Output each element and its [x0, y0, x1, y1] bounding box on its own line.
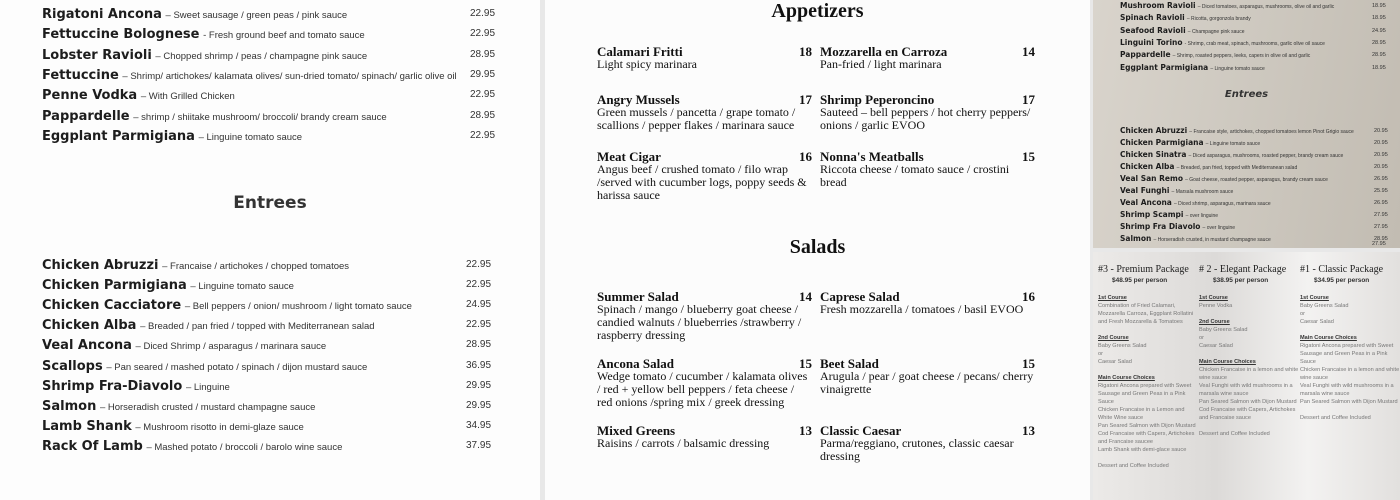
item-description: Sauteed – bell peppers / hot cherry peppers/ onions / garlic EVOO — [820, 105, 1031, 132]
item-description: – Diced tomatoes, asparagus, mushrooms, olive oil and garlic — [1197, 4, 1335, 10]
section-line: Veal Funghi with wild mushrooms in a marsala wine sauce — [1300, 383, 1394, 397]
item-price: 24.95 — [1372, 27, 1386, 34]
item-price: 14 — [799, 289, 812, 304]
item-description: Parma/reggiano, crutones, classic caesar dressing — [820, 436, 1014, 463]
section-heading: 1st Course — [1300, 295, 1329, 301]
item-name: Veal Ancona — [42, 338, 132, 354]
item-price: 29.95 — [470, 68, 496, 80]
item-price: 15 — [1022, 149, 1035, 164]
section-line: Dessert and Coffee Included — [1300, 415, 1371, 421]
item-description: – Breaded, pan fried, topped with Mediterranean salad — [1176, 165, 1298, 171]
item-price: 29.95 — [466, 399, 492, 411]
package-column — [1199, 264, 1299, 446]
item-description: – Diced Shrimp / asparagus / marinara sauce — [135, 341, 327, 353]
menu-item — [820, 45, 1035, 71]
item-name: Scallops — [42, 358, 103, 374]
menu-item — [42, 277, 294, 293]
item-price: 28.95 — [470, 48, 496, 60]
section-heading: 2nd Course — [1098, 335, 1129, 341]
item-price: 26.95 — [1374, 200, 1388, 206]
section-line: Cod Francaise with Capers, Artichokes and Francaise saucee — [1098, 431, 1195, 445]
item-name: Chicken Parmigiana — [1120, 138, 1204, 147]
menu-item — [820, 290, 1035, 316]
item-price: 22.95 — [466, 279, 492, 291]
item-name: Angry Mussels — [597, 92, 680, 107]
item-description: – Champagne pink sauce — [1187, 28, 1245, 35]
menu-item — [42, 418, 304, 434]
menu-item — [597, 93, 812, 132]
item-name: Mozzarella en Carroza — [820, 44, 948, 59]
menu-item — [1120, 26, 1245, 35]
menu-item — [42, 67, 457, 83]
item-price: 16 — [1022, 289, 1035, 304]
item-description: Pan-fried / light marinara — [820, 57, 942, 71]
menu-item — [42, 87, 235, 103]
item-name: Fettuccine Bolognese — [42, 27, 200, 43]
item-price: 20.95 — [1374, 152, 1388, 158]
section-line: Baby Greens Salad — [1300, 303, 1349, 309]
item-description: – Bell peppers / onion/ mushroom / light tomato sauce — [184, 301, 412, 313]
item-name: Shrimp Scampi — [1120, 210, 1184, 219]
item-description: – Mushroom risotto in demi-glaze sauce — [135, 421, 304, 433]
item-price: 22.95 — [470, 129, 496, 141]
item-description: – over linguine — [1185, 213, 1219, 219]
party-packages — [1093, 252, 1400, 500]
menu-item — [1120, 126, 1354, 135]
package-section — [1199, 358, 1299, 422]
menu-item — [1120, 222, 1235, 231]
section-heading: 1st Course — [1098, 295, 1127, 301]
item-price: 22.95 — [466, 319, 492, 331]
item-description: - Fresh ground beef and tomato sauce — [203, 30, 365, 42]
item-name: Rack Of Lamb — [42, 438, 143, 454]
appetizers-heading: Appetizers — [771, 0, 864, 22]
section-line: Baby Greens Salad — [1199, 327, 1248, 333]
section-line: Penne Vodka — [1199, 303, 1233, 309]
item-price: 27.95 — [1374, 212, 1388, 218]
item-description: Raisins / carrots / balsamic dressing — [597, 436, 770, 450]
menu-item — [42, 6, 347, 22]
item-description: Angus beef / crushed tomato / filo wrap /served with cucumber logs, poppy seeds & harissa sauce — [597, 162, 807, 202]
item-name: Penne Vodka — [42, 88, 138, 104]
item-name: Veal San Remo — [1120, 174, 1183, 183]
section-line: Pan Seared Salmon with Dijon Mustard — [1300, 399, 1398, 405]
item-name: Rigatoni Ancona — [42, 7, 162, 22]
menu-item — [597, 45, 812, 71]
section-line: Rigatoni Ancona prepared with Sweet Sausage and Green Peas in a Pink Sauce — [1098, 383, 1192, 405]
package-section — [1098, 374, 1198, 454]
package-section — [1199, 318, 1299, 350]
menu-item — [42, 257, 349, 273]
item-description: – Breaded / pan fried / topped with Mediterranean salad — [140, 321, 375, 333]
item-description: – Horseradish crusted / mustard champagne sauce — [99, 401, 316, 413]
item-price: 28.95 — [1372, 39, 1386, 46]
item-name: Eggplant Parmigiana — [1120, 62, 1209, 72]
section-line: Chicken Francaise in a lemon and white wine sauce — [1199, 367, 1299, 381]
item-name: Summer Salad — [597, 289, 679, 304]
item-price: 13 — [1022, 423, 1035, 438]
menu-item — [42, 26, 365, 42]
item-name: Veal Ancona — [1120, 198, 1172, 207]
menu-item — [1120, 174, 1328, 183]
item-description: Green mussels / pancetta / grape tomato / scallions / pepper flakes / marinara sauce — [597, 105, 796, 132]
item-price: 20.95 — [1374, 128, 1388, 134]
package-price: $38.95 per person — [1213, 277, 1269, 284]
item-price: 37.95 — [466, 439, 492, 451]
item-description: – Ricotta, gorgonzola brandy — [1186, 16, 1251, 23]
item-description: – Francaise style, artichokes, chopped tomatoes lemon Pinot Grigio sauce — [1189, 129, 1354, 135]
item-name: Chicken Abruzzi — [1120, 126, 1188, 135]
menu-item — [1120, 13, 1251, 22]
item-name: Chicken Alba — [1120, 162, 1175, 171]
menu-item — [1120, 162, 1297, 171]
package-column — [1300, 264, 1400, 430]
menu-item — [1120, 234, 1271, 243]
entrees-heading: Entrees — [1224, 89, 1269, 100]
section-heading: 2nd Course — [1199, 319, 1230, 325]
item-description: – Shrimp/ artichokes/ kalamata olives/ sun-dried tomato/ spinach/ garlic olive oil — [122, 70, 457, 82]
item-price: 28.95 — [1372, 52, 1386, 59]
item-name: Shrimp Fra Diavolo — [1120, 222, 1201, 231]
package-title: #1 - Classic Package — [1300, 264, 1384, 275]
item-price: 22.95 — [470, 89, 496, 101]
item-description: – shrimp / shiitake mushroom/ broccoli/ brandy cream sauce — [133, 111, 387, 123]
item-name: Lamb Shank — [42, 418, 132, 434]
section-line: Caesar Salad — [1300, 319, 1334, 325]
menu-item — [597, 150, 812, 202]
menu-item — [597, 357, 812, 409]
item-name: Spinach Ravioli — [1120, 13, 1185, 23]
menu-item — [42, 317, 375, 333]
item-price: 34.95 — [466, 419, 492, 431]
item-description: – Francaise / artichokes / chopped tomatoes — [162, 261, 350, 272]
menu-item — [42, 378, 230, 394]
item-name: Seafood Ravioli — [1120, 25, 1186, 35]
menu-item — [820, 93, 1035, 132]
package-section — [1098, 462, 1198, 470]
item-price: 22.95 — [470, 28, 496, 40]
item-name: Ancona Salad — [597, 356, 674, 371]
item-description: – With Grilled Chicken — [140, 91, 235, 103]
item-price: 28.95 — [1374, 236, 1388, 242]
item-description: – Marsala mushroom sauce — [1171, 189, 1234, 195]
menu-page-pasta-entrees — [0, 0, 540, 500]
section-line: Dessert and Coffee Included — [1098, 463, 1169, 469]
item-name: Chicken Cacciatore — [42, 298, 182, 314]
section-line: Dessert and Coffee Included — [1199, 431, 1270, 437]
item-name: Chicken Alba — [42, 318, 137, 334]
section-line: or — [1300, 311, 1305, 317]
item-price: 27.95 — [1374, 224, 1388, 230]
section-line: Baby Greens Salad — [1098, 343, 1147, 349]
menu-item — [1120, 63, 1265, 72]
menu-item — [42, 297, 412, 313]
package-column — [1098, 264, 1198, 478]
item-price: 15 — [799, 356, 812, 371]
item-name: Shrimp Fra-Diavolo — [42, 378, 183, 394]
menu-item — [42, 108, 387, 124]
item-description: – Linguine tomato sauce — [1205, 141, 1261, 147]
item-price: 28.95 — [466, 339, 492, 351]
item-description: – Goat cheese, roasted pepper, asparagus, brandy cream sauce — [1185, 177, 1328, 183]
item-description: – Chopped shrimp / peas / champagne pink sauce — [155, 50, 368, 62]
item-name: Chicken Abruzzi — [42, 258, 159, 273]
section-heading: Main Course Choices — [1300, 335, 1357, 341]
item-price: 18.95 — [1372, 64, 1386, 71]
item-name: Caprese Salad — [820, 289, 900, 304]
section-line: Rigatoni Ancona prepared with Sweet Sausage and Green Peas in a Pink Sauce — [1300, 343, 1394, 365]
item-name: Mushroom Ravioli — [1120, 1, 1196, 10]
item-price: 18.95 — [1372, 15, 1386, 22]
section-line: Chicken Francaise in a Lemon and White Wine sauce — [1098, 407, 1185, 421]
section-line: Combination of Fried Calamari, Mozzarella Carroza, Eggplant Rollatini and Fresh Mozzarella & Tomatoes — [1098, 303, 1194, 325]
item-name: Calamari Fritti — [597, 44, 683, 59]
package-title: # 2 - Elegant Package — [1199, 264, 1287, 275]
item-name: Veal Funghi — [1120, 186, 1170, 195]
menu-page-appetizers-salads — [545, 0, 1090, 500]
section-line: or — [1199, 335, 1204, 341]
item-name: Salmon — [1120, 234, 1152, 243]
menu-item — [1120, 38, 1325, 47]
item-name: Shrimp Peperoncino — [820, 92, 935, 107]
package-price: $48.95 per person — [1112, 277, 1168, 284]
item-name: Meat Cigar — [597, 149, 661, 164]
menu-item — [42, 128, 302, 144]
menu-item — [820, 424, 1035, 463]
item-description: – Pan seared / mashed potato / spinach / dijon mustard sauce — [106, 361, 368, 373]
item-price: 36.95 — [466, 359, 492, 371]
menu-item — [1120, 150, 1343, 159]
item-price: 22.95 — [470, 8, 496, 19]
item-name: Lobster Ravioli — [42, 47, 152, 63]
section-line: Veal Funghi with wild mushrooms in a marsala wine sauce — [1199, 383, 1293, 397]
item-name: Pappardelle — [1120, 50, 1171, 60]
section-line: Caesar Salad — [1199, 343, 1233, 349]
item-description: – Shrimp, roasted peppers, leeks, capers in olive oil and garlic — [1172, 53, 1311, 60]
item-description: Wedge tomato / cucumber / kalamata olives / red + yellow bell peppers / feta cheese / red onions /spring mix / greek dressing — [597, 369, 808, 409]
menu-photo-pasta-entrees — [1093, 0, 1400, 248]
item-description: – over linguine — [1202, 225, 1236, 231]
item-description: Fresh mozzarella / tomatoes / basil EVOO — [820, 302, 1024, 316]
item-description: – Linguine tomato sauce — [1210, 65, 1265, 72]
item-name: Chicken Parmigiana — [42, 278, 187, 294]
item-price: 29.95 — [466, 379, 492, 391]
item-price: 28.95 — [470, 109, 496, 121]
item-name: Chicken Sinatra — [1120, 150, 1187, 159]
item-price: 20.95 — [1374, 140, 1388, 146]
menu-item — [1120, 198, 1271, 207]
item-description: – Diced shrimp, asparagus, marinara sauce — [1173, 201, 1271, 207]
item-price: 17 — [1022, 92, 1035, 107]
item-description: – Linguine — [185, 381, 230, 393]
item-price: 14 — [1022, 44, 1035, 59]
item-price: 20.95 — [1374, 164, 1388, 170]
item-price: 16 — [799, 149, 812, 164]
menu-item — [820, 357, 1035, 396]
item-name: Fettuccine — [42, 67, 119, 83]
item-price: 24.95 — [466, 299, 492, 311]
package-section — [1300, 334, 1400, 406]
item-name: Beet Salad — [820, 356, 879, 371]
item-description: – Horseradish crusted, in mustard champagne sauce — [1153, 237, 1271, 243]
salads-heading: Salads — [789, 236, 846, 258]
item-name: Linguini Torino — [1120, 37, 1183, 47]
section-line: Lamb Shank with demi-glace sauce — [1098, 447, 1187, 453]
item-price: 13 — [799, 423, 812, 438]
item-description: – Diced asparagus, mushrooms, roasted pepper, brandy cream sauce — [1188, 153, 1344, 159]
package-section — [1098, 334, 1198, 366]
menu-item — [1120, 50, 1310, 59]
cutoff-price: 27.95 — [1372, 241, 1386, 247]
menu-item — [1120, 1, 1334, 10]
item-name: Pappardelle — [42, 108, 130, 124]
menu-item — [1120, 138, 1260, 147]
item-description: – Sweet sausage / green peas / pink sauce — [165, 10, 348, 21]
item-price: 17 — [799, 92, 812, 107]
item-description: Light spicy marinara — [597, 57, 697, 71]
section-line: Chicken Francaise in a lemon and white wine sauce — [1300, 367, 1400, 381]
package-price: $34.95 per person — [1314, 277, 1370, 284]
package-section — [1199, 430, 1299, 438]
item-name: Mixed Greens — [597, 423, 676, 438]
section-line: Pan Seared Salmon with Dijon Mustard — [1098, 423, 1196, 429]
menu-item — [820, 150, 1035, 189]
menu-item — [42, 438, 342, 454]
section-line: Pan Seared Salmon with Dijon Mustard — [1199, 399, 1297, 405]
menu-item — [1120, 210, 1218, 219]
item-name: Eggplant Parmigiana — [42, 128, 195, 144]
menu-item — [42, 398, 315, 414]
item-price: 18 — [799, 44, 812, 59]
section-line: Cod Francaise with Capers, Artichokes and Francaise sauce — [1199, 407, 1296, 421]
menu-item — [42, 337, 326, 353]
section-heading: Main Course Choices — [1098, 375, 1155, 381]
package-section — [1199, 294, 1299, 310]
item-price: 18.95 — [1372, 3, 1386, 9]
menu-item — [42, 358, 367, 374]
item-description: Spinach / mango / blueberry goat cheese / candied walnuts / blueberries /strawberry / raspberry dressing — [597, 302, 802, 342]
item-description: Arugula / pear / goat cheese / pecans/ cherry vinaigrette — [820, 369, 1034, 396]
item-price: 26.95 — [1374, 176, 1388, 182]
section-line: Caesar Salad — [1098, 359, 1132, 365]
package-section — [1300, 414, 1400, 422]
entrees-heading: Entrees — [233, 193, 307, 213]
menu-item — [597, 424, 812, 450]
item-description: - Shrimp, crab meat, spinach, mushrooms, garlic olive oil sauce — [1184, 40, 1325, 47]
item-price: 25.95 — [1374, 188, 1388, 194]
section-heading: Main Course Choices — [1199, 359, 1256, 365]
menu-item — [1120, 186, 1233, 195]
menu-item — [597, 290, 812, 342]
item-name: Nonna's Meatballs — [820, 149, 924, 164]
item-price: 22.95 — [466, 259, 492, 270]
item-name: Classic Caesar — [820, 423, 902, 438]
package-title: #3 - Premium Package — [1098, 264, 1189, 275]
item-name: Salmon — [42, 398, 97, 414]
item-description: – Linguine tomato sauce — [190, 281, 294, 293]
package-section — [1300, 294, 1400, 326]
section-line: or — [1098, 351, 1103, 357]
section-heading: 1st Course — [1199, 295, 1228, 301]
item-description: Riccota cheese / tomato sauce / crostini bread — [820, 162, 1010, 189]
package-section — [1098, 294, 1198, 326]
item-description: – Mashed potato / broccoli / barolo wine sauce — [146, 441, 343, 453]
item-description: – Linguine tomato sauce — [198, 131, 303, 143]
item-price: 15 — [1022, 356, 1035, 371]
menu-item — [42, 47, 367, 63]
